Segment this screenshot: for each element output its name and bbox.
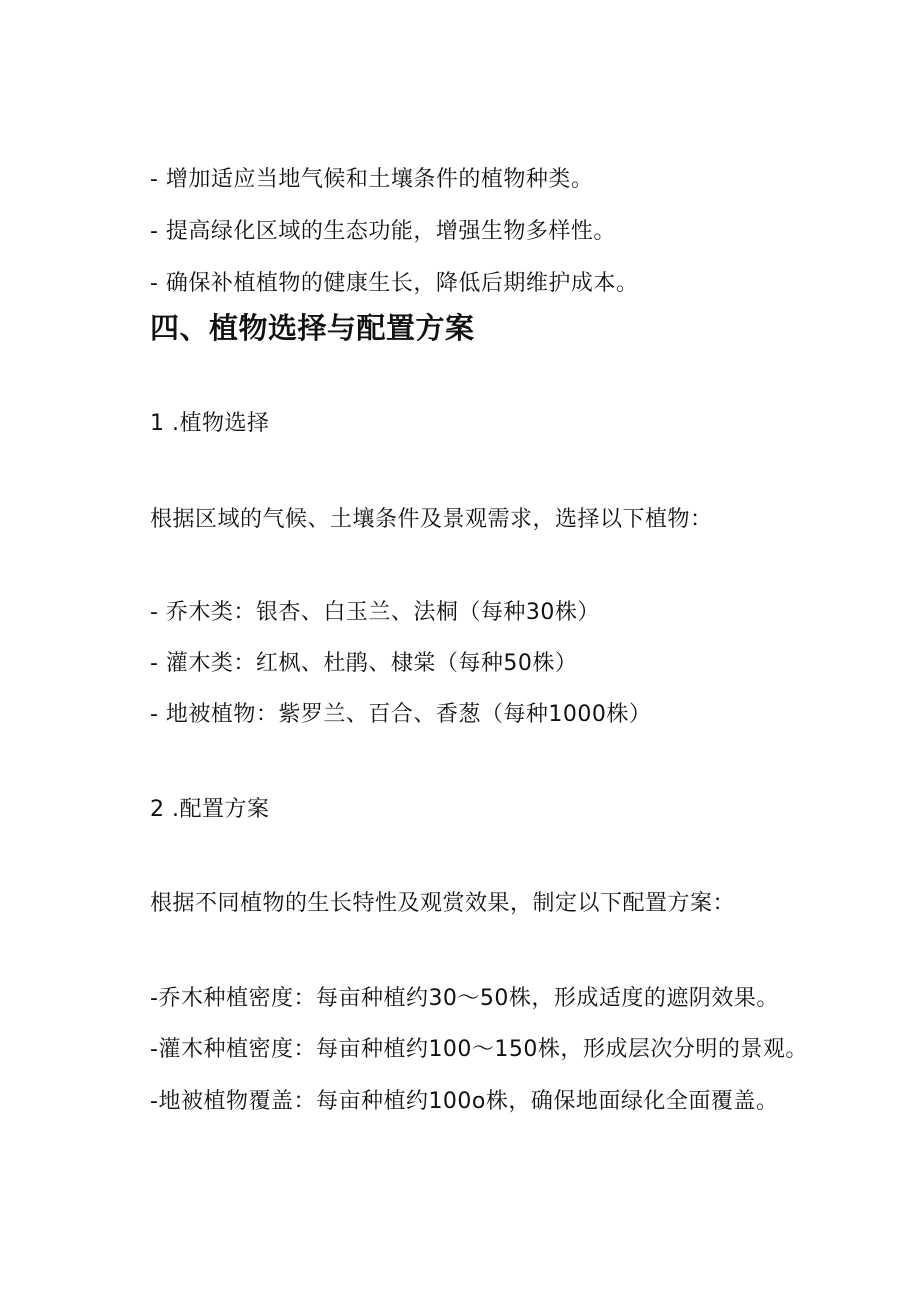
subsection-2-intro: 根据不同植物的生长特性及观赏效果，制定以下配置方案： [150, 891, 736, 916]
subsection-1-intro: 根据区域的气候、土壤条件及景观需求，选择以下植物： [150, 507, 713, 532]
subsection-2-title: 2 .配置方案 [150, 797, 270, 822]
plant-list-item-1: - 乔木类：银杏、白玉兰、法桐（每种30株） [150, 600, 600, 625]
config-item-2: -灌木种植密度：每亩种植约100～150株，形成层次分明的景观。 [150, 1037, 808, 1062]
plant-list-item-3: - 地被植物：紫罗兰、百合、香葱（每种1000株） [150, 702, 652, 727]
subsection-1-title: 1 .植物选择 [150, 411, 270, 436]
plant-list-item-2: - 灌木类：红枫、杜鹃、棣棠（每种50株） [150, 651, 578, 676]
intro-bullet-3: - 确保补植植物的健康生长，降低后期维护成本。 [150, 271, 639, 296]
intro-bullet-2: - 提高绿化区域的生态功能，增强生物多样性。 [150, 219, 616, 244]
config-item-1: -乔木种植密度：每亩种植约30～50株，形成适度的遮阴效果。 [150, 986, 779, 1011]
config-item-3: -地被植物覆盖：每亩种植约100o株，确保地面绿化全面覆盖。 [150, 1089, 779, 1114]
intro-bullet-1: - 增加适应当地气候和土壤条件的植物种类。 [150, 167, 594, 192]
section-heading: 四、植物选择与配置方案 [150, 311, 475, 345]
